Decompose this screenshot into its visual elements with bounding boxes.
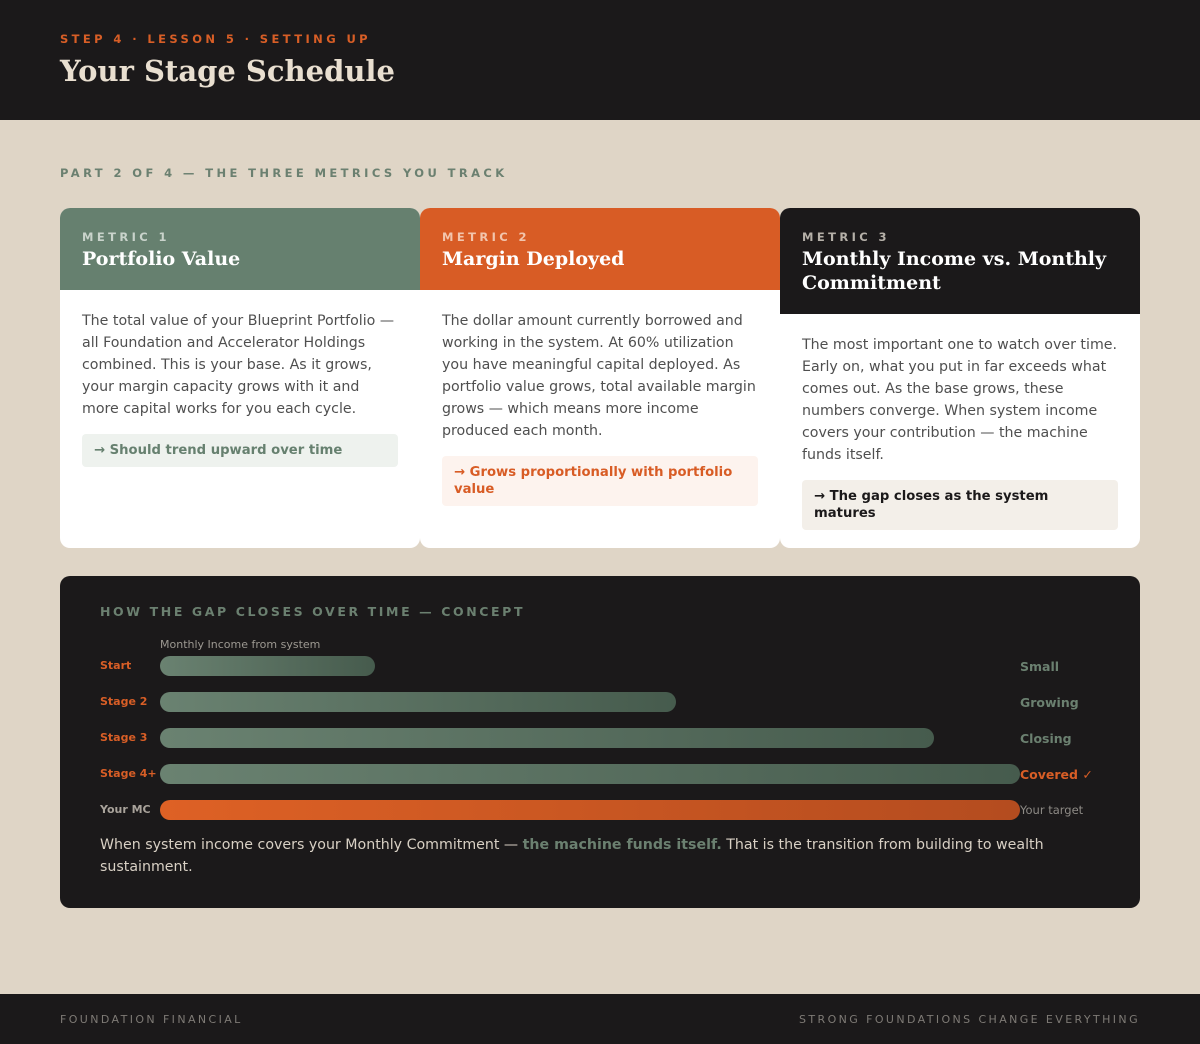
footer-brand: FOUNDATION FINANCIAL — [60, 1013, 243, 1026]
metric-card-margin-deployed — [420, 208, 780, 548]
row-label: Stage 3 — [100, 731, 148, 744]
concept-summary — [100, 834, 1060, 878]
metric-number: METRIC 1 — [82, 230, 170, 244]
row-status: Small — [1020, 659, 1060, 674]
bar-row-your-mc — [100, 800, 1100, 820]
row-status: Your target — [1020, 803, 1084, 817]
row-label: Start — [100, 659, 132, 672]
income-bar — [160, 728, 934, 748]
metric-description: The most important one to watch over time. Early on, what you put in far exceeds what comes out. As the base grows, these numbers converge. When system income covers your contribution — the machine funds itself. — [802, 337, 1117, 463]
concept-title: HOW THE GAP CLOSES OVER TIME — CONCEPT — [100, 604, 526, 619]
summary-text: That is the transition from building to wealth sustainment. — [100, 837, 1044, 875]
row-label: Your MC — [100, 803, 151, 816]
metric-number: METRIC 3 — [802, 230, 890, 244]
income-bar — [160, 692, 676, 712]
metric-trend-note: → The gap closes as the system matures — [802, 480, 1118, 530]
metric-number: METRIC 2 — [442, 230, 530, 244]
row-label: Stage 2 — [100, 695, 148, 708]
income-bar — [160, 764, 1020, 784]
metric-card-portfolio-value — [60, 208, 420, 548]
section-label: PART 2 OF 4 — THE THREE METRICS YOU TRACK — [60, 166, 508, 180]
metric-card-header — [780, 208, 1140, 314]
row-label: Stage 4+ — [100, 767, 157, 780]
commitment-bar — [160, 800, 1020, 820]
page-footer — [0, 994, 1200, 1044]
metric-description: The dollar amount currently borrowed and working in the system. At 60% utilization you have meaningful capital deployed. As portfolio value grows, total available margin grows — which means more income produced each month. — [442, 313, 756, 439]
bar-row-stage-3 — [100, 728, 1100, 748]
metric-description: The total value of your Blueprint Portfolio — all Foundation and Accelerator Holdings combined. This is your base. As it grows, your margin capacity grows with it and more capital works for you each cycle. — [82, 313, 395, 417]
bar-row-stage-2 — [100, 692, 1100, 712]
summary-highlight: the machine funds itself. — [522, 837, 722, 853]
page-title: Your Stage Schedule — [60, 54, 395, 88]
footer-tagline: STRONG FOUNDATIONS CHANGE EVERYTHING — [799, 1013, 1140, 1026]
gap-concept-panel — [60, 576, 1140, 908]
income-bar — [160, 656, 375, 676]
metric-card-income-vs-commitment — [780, 208, 1140, 548]
row-status: Closing — [1020, 731, 1072, 746]
metric-trend-note: → Grows proportionally with portfolio value — [442, 456, 758, 506]
summary-text: When system income covers your Monthly Commitment — — [100, 837, 523, 853]
page-header — [0, 0, 1200, 120]
bar-row-start — [100, 656, 1100, 676]
metric-trend-note: → Should trend upward over time — [82, 434, 398, 467]
metric-title: Portfolio Value — [82, 248, 241, 270]
row-status: Growing — [1020, 695, 1079, 710]
bar-caption: Monthly Income from system — [160, 638, 321, 651]
row-status: Covered ✓ — [1020, 767, 1093, 782]
metric-title: Monthly Income vs. Monthly Commitment — [802, 248, 1107, 294]
metric-card-header — [420, 208, 780, 290]
metric-card-header — [60, 208, 420, 290]
bar-row-stage-4 — [100, 764, 1100, 784]
metric-title: Margin Deployed — [442, 248, 625, 270]
lesson-eyebrow: STEP 4 · LESSON 5 · SETTING UP — [60, 32, 372, 46]
